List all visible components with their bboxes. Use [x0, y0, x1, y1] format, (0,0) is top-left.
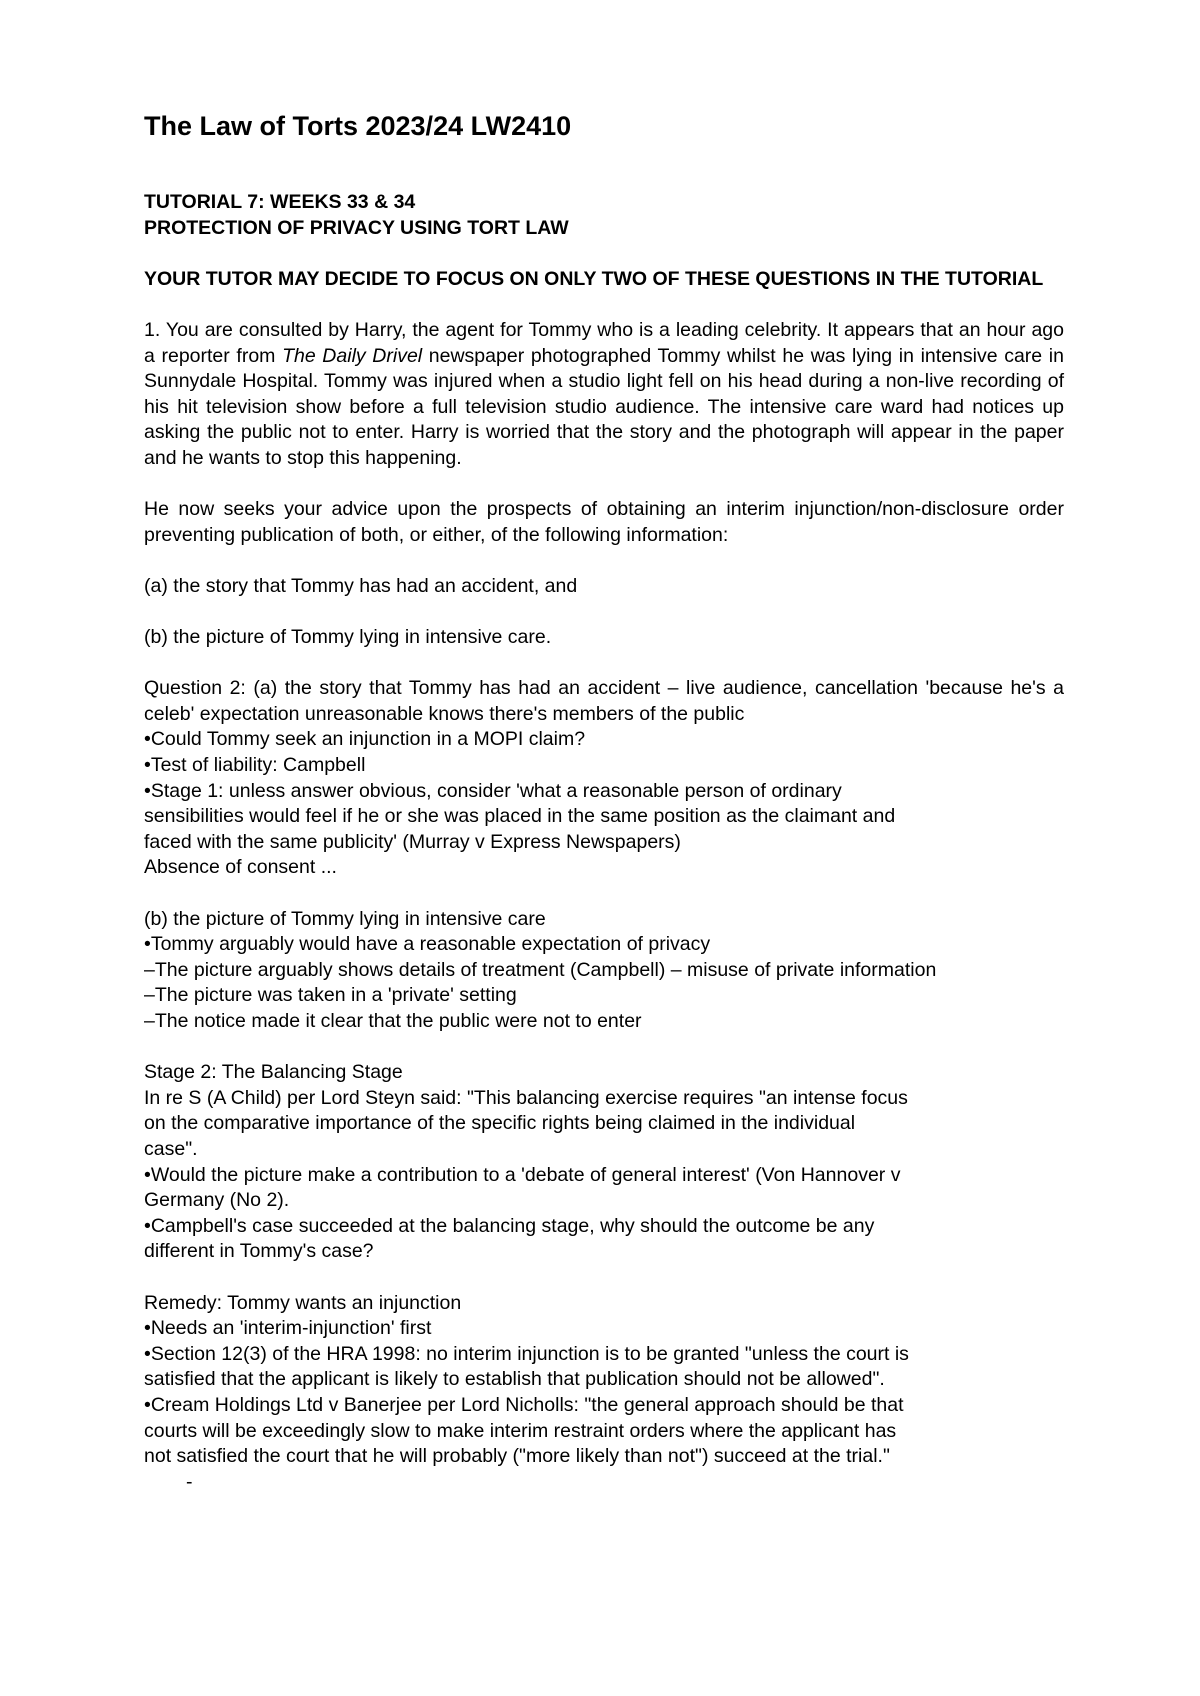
spacer — [144, 651, 1064, 677]
focus-note: YOUR TUTOR MAY DECIDE TO FOCUS ON ONLY TWO OF THESE QUESTIONS IN THE TUTORIAL — [144, 267, 1044, 290]
stage2-line: case". — [144, 1137, 198, 1160]
answer-a-intro: Question 2: (a) the story that Tommy has had an accident – live audience, cancellation 'because he's a celeb' expectation unreasonable knows there's members of the public — [144, 677, 1064, 725]
remedy-line: •Needs an 'interim-injunction' first — [144, 1317, 432, 1340]
answer-a-line: faced with the same publicity' (Murray v Express Newspapers) — [144, 830, 681, 853]
document-page — [144, 110, 1064, 1495]
answer-a-line: •Test of liability: Campbell — [144, 754, 366, 777]
question-1-text-b: newspaper photographed Tommy whilst he was lying in intensive care in Sunnydale Hospital. Tommy was injured when a studio light fell on his head during a non-live recording of his hit television show before a full television studio audience. The intensive care ward had notices up asking the public not to enter. Harry is worried that the story and the photograph will appear in the paper and he wants to stop this happening. — [144, 344, 1064, 469]
answer-b-heading: (b) the picture of Tommy lying in intensive care — [144, 907, 546, 930]
item-a: (a) the story that Tommy has had an accident, and — [144, 574, 578, 597]
answer-a-line: •Stage 1: unless answer obvious, consider 'what a reasonable person of ordinary — [144, 779, 842, 802]
spacer — [144, 881, 1064, 907]
question-1-text-a: 1. You are consulted by Harry, the agent for Tommy who is a leading celebrity. It appears that an hour ago a reporter from — [144, 318, 1064, 367]
advice-paragraph: He now seeks your advice upon the prospects of obtaining an interim injunction/non-disclosure order preventing publication of both, or either, of the following information: — [144, 498, 1064, 546]
spacer — [144, 1265, 1064, 1291]
spacer — [144, 600, 1064, 626]
remedy-line: not satisfied the court that he will probably ("more likely than not") succeed at the trial." — [144, 1445, 890, 1468]
document-title: The Law of Torts 2023/24 LW2410 — [144, 111, 572, 141]
remedy-line: •Section 12(3) of the HRA 1998: no interim injunction is to be granted "unless the court is — [144, 1342, 909, 1365]
answer-b-line: –The notice made it clear that the public were not to enter — [144, 1010, 642, 1032]
answer-b-line: •Tommy arguably would have a reasonable expectation of privacy — [144, 933, 711, 956]
stage2-heading: Stage 2: The Balancing Stage — [144, 1061, 403, 1084]
stage2-line: different in Tommy's case? — [144, 1240, 374, 1263]
answer-a-line: sensibilities would feel if he or she was placed in the same position as the claimant and — [144, 805, 896, 828]
spacer — [144, 241, 1064, 267]
newspaper-name: The Daily Drivel — [282, 344, 423, 367]
answer-b-line: –The picture was taken in a 'private' setting — [144, 984, 517, 1007]
stage2-line: In re S (A Child) per Lord Steyn said: "This balancing exercise requires "an intense focus — [144, 1086, 908, 1109]
spacer — [144, 472, 1064, 498]
answer-a-line: Absence of consent ... — [144, 856, 337, 879]
remedy-heading: Remedy: Tommy wants an injunction — [144, 1291, 462, 1314]
item-b: (b) the picture of Tommy lying in intensive care. — [144, 626, 552, 649]
stage2-line: •Campbell's case succeeded at the balancing stage, why should the outcome be any — [144, 1214, 875, 1237]
stage2-line: •Would the picture make a contribution to a 'debate of general interest' (Von Hannover v — [144, 1163, 901, 1186]
answer-a-line: •Could Tommy seek an injunction in a MOPI claim? — [144, 728, 586, 751]
spacer — [144, 548, 1064, 574]
tutorial-subheading: PROTECTION OF PRIVACY USING TORT LAW — [144, 216, 569, 239]
remedy-line: satisfied that the applicant is likely to establish that publication should not be allowed". — [144, 1368, 885, 1391]
remedy-line: •Cream Holdings Ltd v Banerjee per Lord Nicholls: "the general approach should be that — [144, 1393, 904, 1416]
trailing-dash: - — [186, 1470, 193, 1493]
remedy-line: courts will be exceedingly slow to make interim restraint orders where the applicant has — [144, 1419, 897, 1442]
tutorial-heading: TUTORIAL 7: WEEKS 33 & 34 — [144, 191, 416, 213]
stage2-line: on the comparative importance of the specific rights being claimed in the individual — [144, 1112, 856, 1135]
question-1 — [144, 318, 1064, 472]
answer-b-line: –The picture arguably shows details of treatment (Campbell) – misuse of private information — [144, 958, 937, 981]
spacer — [144, 1035, 1064, 1061]
stage2-line: Germany (No 2). — [144, 1189, 290, 1212]
spacer — [144, 292, 1064, 318]
